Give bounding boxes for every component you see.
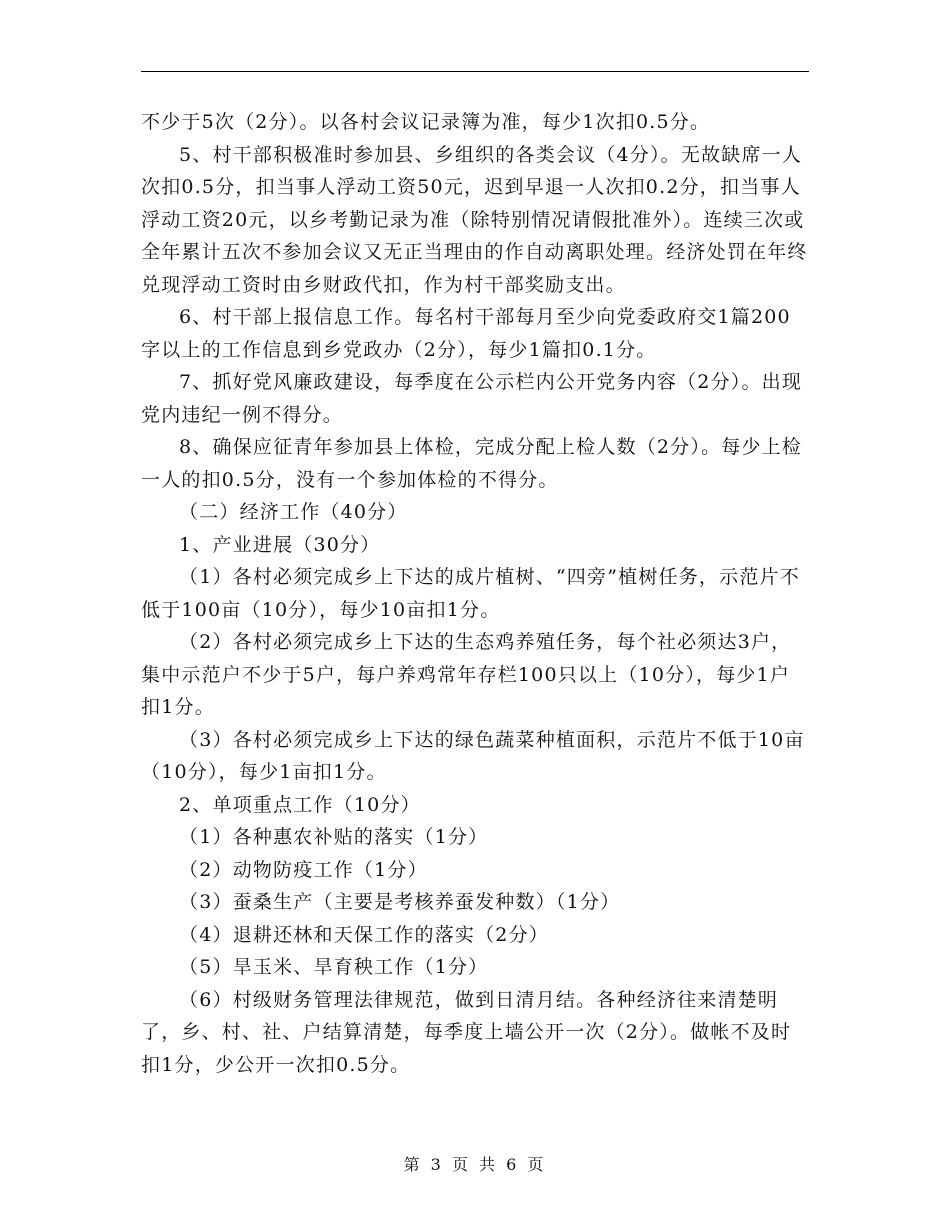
header-rule: [141, 71, 809, 72]
page-number: 第 3 页 共 6 页: [403, 1155, 547, 1174]
paragraph: （1）各村必须完成乡上下达的成片植树、“四旁”植树任务，示范片不低于100亩（10分），每少10亩扣1分。: [141, 566, 800, 621]
paragraph: （1）各种惠农补贴的落实（1分）: [179, 826, 489, 848]
paragraph: 7、抓好党风廉政建设，每季度在公示栏内公开党务内容（2分）。出现党内违纪一例不得分。: [141, 371, 803, 426]
paragraph: 6、村干部上报信息工作。每名村干部每月至少向党委政府交1篇200字以上的工作信息到乡党政办（2分），每少1篇扣0.1分。: [141, 306, 791, 361]
paragraph: （4）退耕还林和天保工作的落实（2分）: [179, 923, 549, 946]
paragraph: （二）经济工作（40分）: [179, 501, 408, 523]
paragraph: （6）村级财务管理法律规范，做到日清月结。各种经济往来清楚明了，乡、村、社、户结算清楚，每季度上墙公开一次（2分）。做帐不及时扣1分，少公开一次扣0.5分。: [141, 988, 792, 1076]
paragraph: 5、村干部积极准时参加县、乡组织的各类会议（4分）。无故缺席一人次扣0.5分，扣当事人浮动工资50元，迟到早退一人次扣0.2分，扣当事人浮动工资20元，以乡考勤记录为准（除特别情况请假批准外）。连续三次或全年累计五次不参加会议又无正当理由的作自动离职处理。经济处罚在年终兑现浮动工资时由乡财政代扣，作为村干部奖励支出。: [141, 143, 808, 296]
paragraph: （5）旱玉米、旱育秧工作（1分）: [179, 956, 489, 978]
paragraph: 不少于5次（2分）。以各村会议记录簿为准，每少1次扣0.5分。: [141, 111, 711, 133]
paragraph: （2）各村必须完成乡上下达的生态鸡养殖任务，每个社必须达3户，集中示范户不少于5户，每户养鸡常年存栏100只以上（10分），每少1户扣1分。: [141, 631, 792, 718]
paragraph: （3）各村必须完成乡上下达的绿色蔬菜种植面积，示范片不低于10亩（10分），每少1亩扣1分。: [141, 728, 805, 783]
paragraph: 1、产业进展（30分）: [179, 533, 381, 556]
document-body: [141, 106, 809, 1081]
paragraph: 2、单项重点工作（10分）: [179, 793, 421, 816]
paragraph: （2）动物防疫工作（1分）: [179, 858, 428, 881]
paragraph: 8、确保应征青年参加县上体检，完成分配上检人数（2分）。每少上检一人的扣0.5分，没有一个参加体检的不得分。: [141, 436, 803, 491]
paragraph: （3）蚕桑生产（主要是考核养蚕发种数）（1分）: [179, 891, 621, 913]
